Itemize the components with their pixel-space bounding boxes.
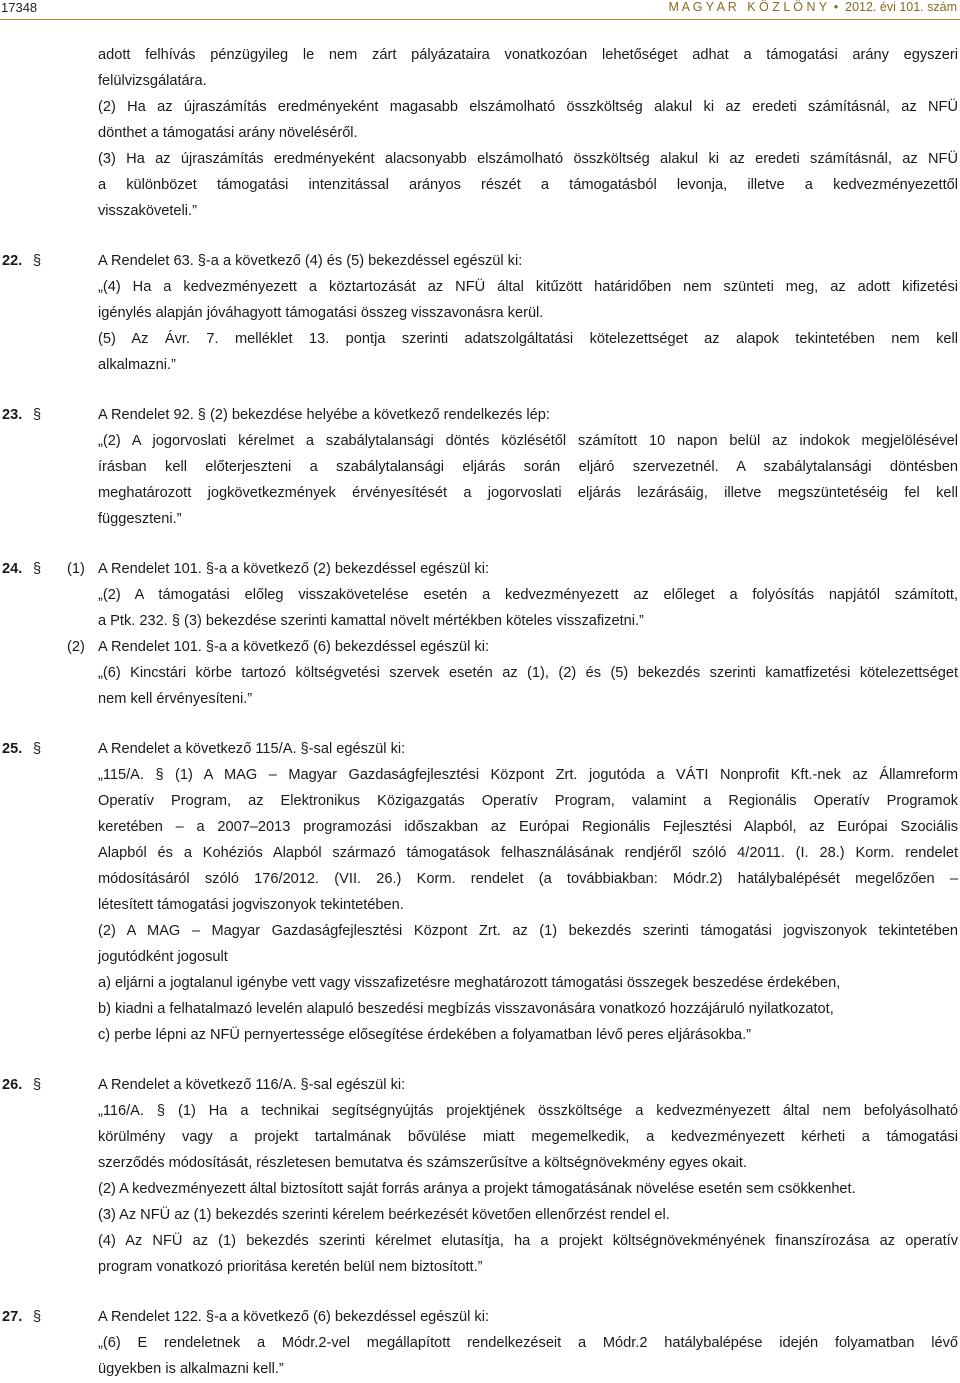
text-line: a különbözet támogatási intenzitással arányos részét a támogatásból levonja, illetve a kedvezményezettől <box>98 177 958 193</box>
subsection-number: (1) <box>67 561 85 577</box>
text-line: függeszteni.” <box>98 511 182 527</box>
text-line: A Rendelet 92. § (2) bekezdése helyébe a következő rendelkezés lép: <box>98 407 550 423</box>
text-line: (2) A MAG – Magyar Gazdaságfejlesztési Központ Zrt. az (1) bekezdés szerinti támogatási jogviszonyok tekintetében <box>98 923 958 939</box>
subsection-number: (2) <box>67 639 85 655</box>
text-line: igénylés alapján jóváhagyott támogatási összeg visszavonásra kerül. <box>98 305 544 321</box>
text-line: (3) Ha az újraszámítás eredményeként alacsonyabb elszámolható összköltség alakul ki az eredeti számításnál, az NFÜ <box>98 151 958 167</box>
journal-title: M A G Y A R K Ö Z L Ö N Y • 2012. évi 101. szám <box>668 0 957 14</box>
text-line: „116/A. § (1) Ha a technikai segítségnyújtás projektjének összköltsége a kedvezményezett által nem befolyásolható <box>98 1103 958 1119</box>
text-line: keretében – a 2007–2013 programozási időszakban az Európai Regionális Fejlesztési Alapból, az Európai Szociális <box>98 819 958 835</box>
text-line: „(6) Kincstári körbe tartozó költségvetési szervek esetén az (1), (2) és (5) bekezdés szerinti kamatfizetési kötelezettséget <box>98 665 958 681</box>
page-number: 17348 <box>1 0 38 15</box>
section-number: 25. <box>2 741 23 757</box>
text-line: Operatív Program, az Elektronikus Közigazgatás Operatív Program, valamint a Regionális Operatív Programok <box>98 793 958 809</box>
text-line: b) kiadni a felhatalmazó levelén alapuló beszedési megbízás visszavonására vonatkozó hozzájáruló nyilatkozatot, <box>98 1001 834 1017</box>
section-number: 26. <box>2 1077 23 1093</box>
text-line: (3) Az NFÜ az (1) bekezdés szerinti kérelem beérkezését követően ellenőrzést rendel el. <box>98 1207 670 1223</box>
text-line: jogutódként jogosult <box>98 949 228 965</box>
section-number: 24. <box>2 561 23 577</box>
text-line: ügyekben is alkalmazni kell.” <box>98 1361 284 1377</box>
text-line: körülmény vagy a projekt tartalmának bővülése miatt megemelkedik, a kedvezményezett kérheti a támogatási <box>98 1129 958 1145</box>
text-line: (2) Ha az újraszámítás eredményeként magasabb elszámolható összköltség alakul ki az eredeti számításnál, az NFÜ <box>98 99 958 115</box>
text-line: meghatározott jogkövetkezmények érvényesítését a jogorvoslati eljárás lezárásáig, illetve megszüntetéséig fel kell <box>98 485 958 501</box>
text-line: szerződés módosítását, részletesen bemutatva és számszerűsítve a költségnövekmény egyes okait. <box>98 1155 747 1171</box>
text-line: adott felhívás pénzügyileg le nem zárt pályázataira vonatkozóan lehetőséget adhat a támogatási arány egyszeri <box>98 47 958 63</box>
text-line: A Rendelet a következő 116/A. §-sal egészül ki: <box>98 1077 406 1093</box>
text-line: program vonatkozó prioritása keretén belül nem biztosított.” <box>98 1259 483 1275</box>
section-number: 27. <box>2 1309 23 1325</box>
text-line: felülvizsgálatára. <box>98 73 207 89</box>
text-line: „(2) A támogatási előleg visszakövetelése esetén a kedvezményezett az előleget a folyósítás napjától számított, <box>98 587 958 603</box>
section-sign: § <box>33 253 42 269</box>
text-line: „(4) Ha a kedvezményezett a köztartozását az NFÜ által kitűzött határidőben nem szünteti meg, az adott kifizetési <box>98 279 958 295</box>
text-line: A Rendelet 101. §-a a következő (2) bekezdéssel egészül ki: <box>98 561 490 577</box>
section-sign: § <box>33 561 42 577</box>
section-number: 23. <box>2 407 23 423</box>
text-line: „(2) A jogorvoslati kérelmet a szabálytalansági döntés közlésétől számított 10 napon belül az indokok megjelölésével <box>98 433 958 449</box>
text-line: létesített támogatási jogviszonyok tekintetében. <box>98 897 404 913</box>
text-line: „115/A. § (1) A MAG – Magyar Gazdaságfejlesztési Központ Zrt. jogutóda a VÁTI Nonprofit Kft.-nek az Államreform <box>98 767 958 783</box>
section-sign: § <box>33 1309 42 1325</box>
section-sign: § <box>33 407 42 423</box>
text-line: (4) Az NFÜ az (1) bekezdés szerinti kérelmet elutasítja, ha a projekt költségnövekményének finanszírozása az operatív <box>98 1233 958 1249</box>
text-line: (2) A kedvezményezett által biztosított saját forrás aránya a projekt támogatásának növelése esetén sem csökkenhet. <box>98 1181 856 1197</box>
text-line: A Rendelet 101. §-a a következő (6) bekezdéssel egészül ki: <box>98 639 490 655</box>
page-header <box>0 0 960 20</box>
text-line: nem kell érvényesíteni.” <box>98 691 253 707</box>
text-line: A Rendelet a következő 115/A. §-sal egészül ki: <box>98 741 406 757</box>
text-line: A Rendelet 63. §-a a következő (4) és (5) bekezdéssel egészül ki: <box>98 253 523 269</box>
text-line: (5) Az Ávr. 7. melléklet 13. pontja szerinti adatszolgáltatási kötelezettséget az alapok tekintetében nem kell <box>98 331 958 347</box>
text-line: a) eljárni a jogtalanul igénybe vett vagy visszafizetésre meghatározott támogatási összegek beszedése érdekében, <box>98 975 841 991</box>
text-line: A Rendelet 122. §-a a következő (6) bekezdéssel egészül ki: <box>98 1309 490 1325</box>
text-line: dönthet a támogatási arány növeléséről. <box>98 125 358 141</box>
header-rule <box>0 19 960 20</box>
text-line: visszaköveteli.” <box>98 203 197 219</box>
section-sign: § <box>33 741 42 757</box>
section-number: 22. <box>2 253 23 269</box>
text-line: írásban kell előterjeszteni a szabálytalansági eljárás során eljáró szervezetnél. A szabálytalansági döntésben <box>98 459 958 475</box>
text-line: a Ptk. 232. § (3) bekezdése szerinti kamattal növelt mértékben köteles visszafizetni.” <box>98 613 644 629</box>
text-line: módosításáról szóló 176/2012. (VII. 26.) Korm. rendelet (a továbbiakban: Módr.2) hatálybalépését megelőzően – <box>98 871 958 887</box>
section-sign: § <box>33 1077 42 1093</box>
text-line: „(6) E rendeletnek a Módr.2-vel megállapított rendelkezéseit a Módr.2 hatálybalépése idején folyamatban lévő <box>98 1335 958 1351</box>
text-line: c) perbe lépni az NFÜ pernyertessége elősegítése érdekében a folyamatban lévő peres eljárásokba.” <box>98 1027 752 1043</box>
text-line: Alapból és a Kohéziós Alapból származó támogatások felhasználásának rendjéről szóló 4/2011. (I. 28.) Korm. rendelet <box>98 845 958 861</box>
text-line: alkalmazni.” <box>98 357 176 373</box>
